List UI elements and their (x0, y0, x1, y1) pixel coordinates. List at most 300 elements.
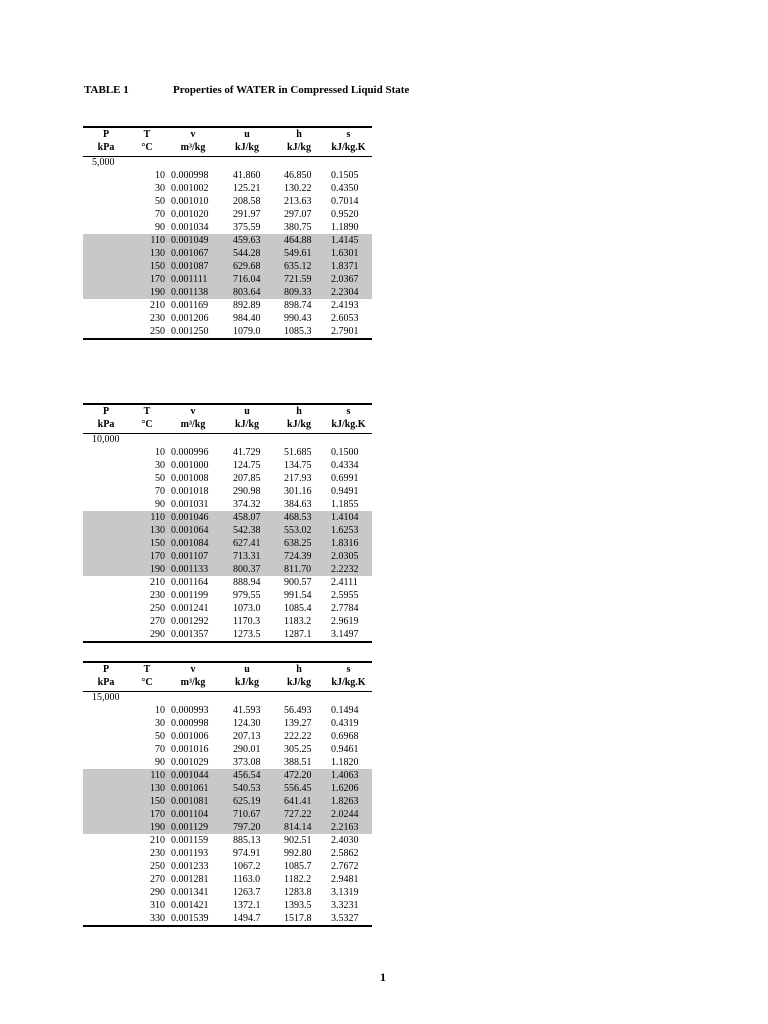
specific-volume-cell: 0.001064 (171, 525, 209, 536)
specific-volume-cell: 0.001539 (171, 913, 209, 924)
enthalpy-cell: 139.27 (284, 718, 312, 729)
enthalpy-column-header (273, 663, 325, 689)
specific-volume-cell: 0.001018 (171, 486, 209, 497)
entropy-cell: 2.4030 (331, 835, 359, 846)
internal-energy-symbol: u (244, 406, 250, 417)
enthalpy-cell: 638.25 (284, 538, 312, 549)
temperature-cell: 290 (150, 629, 165, 640)
entropy-cell: 0.9520 (331, 209, 359, 220)
temperature-cell: 290 (150, 887, 165, 898)
specific-volume-cell: 0.001104 (171, 809, 209, 820)
temperature-symbol: T (143, 664, 151, 675)
pressure-unit: kPa (97, 142, 115, 153)
internal-energy-cell: 1163.0 (233, 874, 261, 885)
temperature-cell: 90 (155, 499, 165, 510)
internal-energy-cell: 374.32 (233, 499, 261, 510)
enthalpy-column-header (273, 128, 325, 154)
internal-energy-cell: 629.68 (233, 261, 261, 272)
enthalpy-cell: 991.54 (284, 590, 312, 601)
internal-energy-cell: 1170.3 (233, 616, 261, 627)
enthalpy-cell: 724.39 (284, 551, 312, 562)
table-row (83, 912, 372, 925)
specific-volume-unit: m³/kg (180, 142, 206, 153)
table-row (83, 459, 372, 472)
pressure-symbol: P (102, 406, 110, 417)
table-row (83, 260, 372, 273)
pressure-column-header (83, 405, 129, 431)
table-row (83, 563, 372, 576)
enthalpy-cell: 1085.7 (284, 861, 312, 872)
entropy-symbol: s (346, 406, 351, 417)
internal-energy-cell: 716.04 (233, 274, 261, 285)
internal-energy-cell: 974.91 (233, 848, 261, 859)
specific-volume-cell: 0.000998 (171, 170, 209, 181)
internal-energy-cell: 208.58 (233, 196, 261, 207)
temperature-cell: 170 (150, 809, 165, 820)
enthalpy-cell: 217.93 (284, 473, 312, 484)
temperature-column-header (129, 663, 165, 689)
temperature-cell: 110 (150, 512, 165, 523)
specific-volume-cell: 0.001164 (171, 577, 209, 588)
internal-energy-cell: 456.54 (233, 770, 261, 781)
pressure-column-header (83, 128, 129, 154)
internal-energy-cell: 373.08 (233, 757, 261, 768)
internal-energy-cell: 207.13 (233, 731, 261, 742)
enthalpy-cell: 1517.8 (284, 913, 312, 924)
temperature-cell: 310 (150, 900, 165, 911)
specific-volume-cell: 0.001008 (171, 473, 209, 484)
specific-volume-cell: 0.001421 (171, 900, 209, 911)
table-row (83, 795, 372, 808)
internal-energy-cell: 207.85 (233, 473, 261, 484)
temperature-cell: 30 (155, 183, 165, 194)
enthalpy-cell: 468.53 (284, 512, 312, 523)
table-row (83, 743, 372, 756)
specific-volume-cell: 0.001138 (171, 287, 209, 298)
temperature-cell: 10 (155, 705, 165, 716)
internal-energy-symbol: u (244, 129, 250, 140)
specific-volume-symbol: v (190, 406, 196, 417)
temperature-cell: 250 (150, 861, 165, 872)
table-row (83, 704, 372, 717)
temperature-unit: °C (141, 677, 153, 688)
entropy-cell: 2.9481 (331, 874, 359, 885)
internal-energy-cell: 41.729 (233, 447, 261, 458)
temperature-cell: 110 (150, 770, 165, 781)
internal-energy-cell: 542.38 (233, 525, 261, 536)
temperature-cell: 30 (155, 460, 165, 471)
entropy-cell: 1.1820 (331, 757, 359, 768)
internal-energy-cell: 803.64 (233, 287, 261, 298)
enthalpy-cell: 1085.4 (284, 603, 312, 614)
temperature-cell: 150 (150, 538, 165, 549)
entropy-cell: 2.7672 (331, 861, 359, 872)
temperature-cell: 270 (150, 616, 165, 627)
specific-volume-cell: 0.001067 (171, 248, 209, 259)
specific-volume-cell: 0.001111 (171, 274, 208, 285)
specific-volume-unit: m³/kg (180, 677, 206, 688)
entropy-column-header (325, 405, 372, 431)
specific-volume-cell: 0.001000 (171, 460, 209, 471)
internal-energy-cell: 458.07 (233, 512, 261, 523)
enthalpy-cell: 305.25 (284, 744, 312, 755)
entropy-cell: 1.4145 (331, 235, 359, 246)
entropy-cell: 2.2304 (331, 287, 359, 298)
internal-energy-cell: 459.63 (233, 235, 261, 246)
table-row (83, 498, 372, 511)
enthalpy-cell: 46.850 (284, 170, 312, 181)
specific-volume-cell: 0.001061 (171, 783, 209, 794)
table-row (83, 576, 372, 589)
table-row (83, 628, 372, 641)
internal-energy-cell: 290.98 (233, 486, 261, 497)
pressure-unit: kPa (97, 677, 115, 688)
specific-volume-cell: 0.001006 (171, 731, 209, 742)
entropy-cell: 1.8316 (331, 538, 359, 549)
table-row (83, 182, 372, 195)
entropy-cell: 0.4319 (331, 718, 359, 729)
entropy-cell: 2.7901 (331, 326, 359, 337)
specific-volume-cell: 0.001084 (171, 538, 209, 549)
enthalpy-cell: 464.88 (284, 235, 312, 246)
table-row (83, 886, 372, 899)
internal-energy-cell: 1372.1 (233, 900, 261, 911)
entropy-unit: kJ/kg.K (331, 677, 366, 688)
enthalpy-cell: 130.22 (284, 183, 312, 194)
internal-energy-cell: 124.30 (233, 718, 261, 729)
temperature-cell: 190 (150, 822, 165, 833)
internal-energy-cell: 544.28 (233, 248, 261, 259)
enthalpy-cell: 384.63 (284, 499, 312, 510)
enthalpy-cell: 727.22 (284, 809, 312, 820)
table-row (83, 325, 372, 338)
table-row (83, 782, 372, 795)
enthalpy-cell: 1393.5 (284, 900, 312, 911)
temperature-cell: 150 (150, 261, 165, 272)
pressure-symbol: P (102, 664, 110, 675)
table-row (83, 537, 372, 550)
internal-energy-cell: 1494.7 (233, 913, 261, 924)
internal-energy-cell: 713.31 (233, 551, 261, 562)
pressure-unit: kPa (97, 419, 115, 430)
temperature-cell: 230 (150, 848, 165, 859)
table-row (83, 195, 372, 208)
temperature-cell: 110 (150, 235, 165, 246)
enthalpy-cell: 635.12 (284, 261, 312, 272)
internal-energy-unit: kJ/kg (235, 677, 259, 688)
enthalpy-cell: 900.57 (284, 577, 312, 588)
specific-volume-cell: 0.001081 (171, 796, 209, 807)
table-row (83, 312, 372, 325)
internal-energy-cell: 1067.2 (233, 861, 261, 872)
specific-volume-cell: 0.001016 (171, 744, 209, 755)
specific-volume-cell: 0.001341 (171, 887, 209, 898)
specific-volume-cell: 0.001241 (171, 603, 209, 614)
specific-volume-cell: 0.001159 (171, 835, 209, 846)
temperature-cell: 10 (155, 447, 165, 458)
water-table-10000kpa (83, 403, 372, 643)
entropy-cell: 1.6253 (331, 525, 359, 536)
temperature-symbol: T (143, 129, 151, 140)
enthalpy-cell: 553.02 (284, 525, 312, 536)
temperature-cell: 70 (155, 744, 165, 755)
internal-energy-cell: 625.19 (233, 796, 261, 807)
table-row (83, 860, 372, 873)
temperature-cell: 150 (150, 796, 165, 807)
internal-energy-column-header (221, 663, 273, 689)
table-row (83, 821, 372, 834)
internal-energy-cell: 800.37 (233, 564, 261, 575)
specific-volume-symbol: v (190, 129, 196, 140)
specific-volume-cell: 0.001046 (171, 512, 209, 523)
temperature-cell: 90 (155, 757, 165, 768)
entropy-unit: kJ/kg.K (331, 142, 366, 153)
entropy-cell: 1.4104 (331, 512, 359, 523)
specific-volume-cell: 0.001087 (171, 261, 209, 272)
table-row (83, 808, 372, 821)
entropy-cell: 3.1497 (331, 629, 359, 640)
specific-volume-cell: 0.000998 (171, 718, 209, 729)
temperature-column-header (129, 128, 165, 154)
entropy-cell: 0.9461 (331, 744, 359, 755)
entropy-cell: 0.4350 (331, 183, 359, 194)
internal-energy-cell: 375.59 (233, 222, 261, 233)
enthalpy-cell: 1182.2 (284, 874, 312, 885)
entropy-cell: 2.7784 (331, 603, 359, 614)
table-row (83, 834, 372, 847)
water-table-5000kpa (83, 126, 372, 340)
entropy-cell: 0.1500 (331, 447, 359, 458)
entropy-cell: 2.5862 (331, 848, 359, 859)
entropy-cell: 0.6991 (331, 473, 359, 484)
temperature-cell: 190 (150, 564, 165, 575)
enthalpy-cell: 811.70 (284, 564, 312, 575)
internal-energy-unit: kJ/kg (235, 419, 259, 430)
entropy-cell: 0.4334 (331, 460, 359, 471)
table-header (83, 661, 372, 692)
entropy-cell: 2.4193 (331, 300, 359, 311)
enthalpy-cell: 222.22 (284, 731, 312, 742)
entropy-cell: 1.1855 (331, 499, 359, 510)
table-bottom-rule (83, 641, 372, 643)
internal-energy-cell: 41.593 (233, 705, 261, 716)
enthalpy-cell: 992.80 (284, 848, 312, 859)
entropy-cell: 2.5955 (331, 590, 359, 601)
temperature-cell: 130 (150, 248, 165, 259)
page-number: 1 (380, 970, 386, 984)
table-row (83, 730, 372, 743)
enthalpy-cell: 380.75 (284, 222, 312, 233)
specific-volume-cell: 0.001199 (171, 590, 209, 601)
enthalpy-cell: 56.493 (284, 705, 312, 716)
specific-volume-column-header (165, 663, 221, 689)
enthalpy-cell: 721.59 (284, 274, 312, 285)
enthalpy-cell: 549.61 (284, 248, 312, 259)
table-row (83, 873, 372, 886)
temperature-cell: 210 (150, 835, 165, 846)
specific-volume-cell: 0.001129 (171, 822, 209, 833)
enthalpy-cell: 301.16 (284, 486, 312, 497)
enthalpy-cell: 388.51 (284, 757, 312, 768)
internal-energy-cell: 797.20 (233, 822, 261, 833)
specific-volume-cell: 0.001133 (171, 564, 209, 575)
internal-energy-cell: 1263.7 (233, 887, 261, 898)
specific-volume-cell: 0.001029 (171, 757, 209, 768)
table-row (83, 899, 372, 912)
enthalpy-symbol: h (296, 406, 302, 417)
internal-energy-cell: 892.89 (233, 300, 261, 311)
temperature-cell: 130 (150, 525, 165, 536)
specific-volume-cell: 0.001002 (171, 183, 209, 194)
enthalpy-cell: 1183.2 (284, 616, 312, 627)
temperature-cell: 70 (155, 209, 165, 220)
enthalpy-cell: 51.685 (284, 447, 312, 458)
entropy-cell: 3.1319 (331, 887, 359, 898)
temperature-unit: °C (141, 419, 153, 430)
entropy-cell: 1.4063 (331, 770, 359, 781)
specific-volume-cell: 0.001233 (171, 861, 209, 872)
enthalpy-cell: 297.07 (284, 209, 312, 220)
entropy-cell: 2.0244 (331, 809, 359, 820)
entropy-cell: 2.4111 (331, 577, 358, 588)
enthalpy-cell: 641.41 (284, 796, 312, 807)
internal-energy-column-header (221, 128, 273, 154)
table-row (83, 485, 372, 498)
specific-volume-cell: 0.001206 (171, 313, 209, 324)
enthalpy-unit: kJ/kg (287, 142, 311, 153)
table-row (83, 550, 372, 563)
entropy-symbol: s (346, 664, 351, 675)
specific-volume-cell: 0.001357 (171, 629, 209, 640)
specific-volume-cell: 0.001193 (171, 848, 209, 859)
temperature-cell: 70 (155, 486, 165, 497)
enthalpy-cell: 1085.3 (284, 326, 312, 337)
entropy-unit: kJ/kg.K (331, 419, 366, 430)
entropy-cell: 1.8371 (331, 261, 359, 272)
specific-volume-cell: 0.001292 (171, 616, 209, 627)
entropy-cell: 2.2163 (331, 822, 359, 833)
table-row (83, 524, 372, 537)
entropy-cell: 3.5327 (331, 913, 359, 924)
table-row (83, 234, 372, 247)
internal-energy-symbol: u (244, 664, 250, 675)
entropy-column-header (325, 128, 372, 154)
page-title: Properties of WATER in Compressed Liquid State (173, 84, 410, 96)
temperature-unit: °C (141, 142, 153, 153)
table-row (83, 847, 372, 860)
pressure-symbol: P (102, 129, 110, 140)
temperature-cell: 10 (155, 170, 165, 181)
enthalpy-cell: 213.63 (284, 196, 312, 207)
specific-volume-cell: 0.001107 (171, 551, 209, 562)
temperature-cell: 50 (155, 731, 165, 742)
entropy-symbol: s (346, 129, 351, 140)
table-row (83, 221, 372, 234)
enthalpy-cell: 898.74 (284, 300, 312, 311)
temperature-cell: 190 (150, 287, 165, 298)
specific-volume-cell: 0.000996 (171, 447, 209, 458)
internal-energy-cell: 710.67 (233, 809, 261, 820)
enthalpy-cell: 809.33 (284, 287, 312, 298)
internal-energy-cell: 540.53 (233, 783, 261, 794)
temperature-cell: 30 (155, 718, 165, 729)
entropy-cell: 3.3231 (331, 900, 359, 911)
specific-volume-cell: 0.001010 (171, 196, 209, 207)
pressure-column-header (83, 663, 129, 689)
entropy-cell: 2.0305 (331, 551, 359, 562)
specific-volume-cell: 0.001044 (171, 770, 209, 781)
temperature-cell: 330 (150, 913, 165, 924)
entropy-cell: 0.6968 (331, 731, 359, 742)
specific-volume-unit: m³/kg (180, 419, 206, 430)
temperature-cell: 90 (155, 222, 165, 233)
enthalpy-cell: 902.51 (284, 835, 312, 846)
enthalpy-symbol: h (296, 664, 302, 675)
internal-energy-cell: 1073.0 (233, 603, 261, 614)
specific-volume-cell: 0.001031 (171, 499, 209, 510)
enthalpy-unit: kJ/kg (287, 677, 311, 688)
table-bottom-rule (83, 925, 372, 927)
table-row (83, 446, 372, 459)
entropy-cell: 0.1505 (331, 170, 359, 181)
table-row (83, 273, 372, 286)
specific-volume-cell: 0.001169 (171, 300, 209, 311)
internal-energy-cell: 124.75 (233, 460, 261, 471)
table-header (83, 126, 372, 157)
entropy-cell: 2.0367 (331, 274, 359, 285)
specific-volume-cell: 0.000993 (171, 705, 209, 716)
entropy-cell: 0.1494 (331, 705, 359, 716)
entropy-cell: 1.1890 (331, 222, 359, 233)
temperature-cell: 210 (150, 577, 165, 588)
temperature-cell: 130 (150, 783, 165, 794)
enthalpy-unit: kJ/kg (287, 419, 311, 430)
internal-energy-cell: 888.94 (233, 577, 261, 588)
entropy-cell: 0.9491 (331, 486, 359, 497)
specific-volume-cell: 0.001020 (171, 209, 209, 220)
temperature-cell: 250 (150, 326, 165, 337)
specific-volume-cell: 0.001049 (171, 235, 209, 246)
enthalpy-cell: 1287.1 (284, 629, 312, 640)
specific-volume-column-header (165, 128, 221, 154)
temperature-cell: 170 (150, 274, 165, 285)
internal-energy-cell: 627.41 (233, 538, 261, 549)
enthalpy-cell: 134.75 (284, 460, 312, 471)
table-row (83, 169, 372, 182)
specific-volume-symbol: v (190, 664, 196, 675)
internal-energy-cell: 885.13 (233, 835, 261, 846)
internal-energy-cell: 290.01 (233, 744, 261, 755)
internal-energy-column-header (221, 405, 273, 431)
specific-volume-cell: 0.001281 (171, 874, 209, 885)
enthalpy-cell: 472.20 (284, 770, 312, 781)
entropy-cell: 0.7014 (331, 196, 359, 207)
table-row (83, 511, 372, 524)
table-row (83, 472, 372, 485)
pressure-label: 15,000 (92, 692, 120, 703)
internal-energy-cell: 979.55 (233, 590, 261, 601)
enthalpy-cell: 814.14 (284, 822, 312, 833)
entropy-cell: 1.8263 (331, 796, 359, 807)
water-table-15000kpa (83, 661, 372, 927)
temperature-cell: 230 (150, 590, 165, 601)
internal-energy-cell: 125.21 (233, 183, 261, 194)
pressure-label: 5,000 (92, 157, 115, 168)
specific-volume-column-header (165, 405, 221, 431)
temperature-cell: 230 (150, 313, 165, 324)
internal-energy-cell: 984.40 (233, 313, 261, 324)
pressure-label: 10,000 (92, 434, 120, 445)
